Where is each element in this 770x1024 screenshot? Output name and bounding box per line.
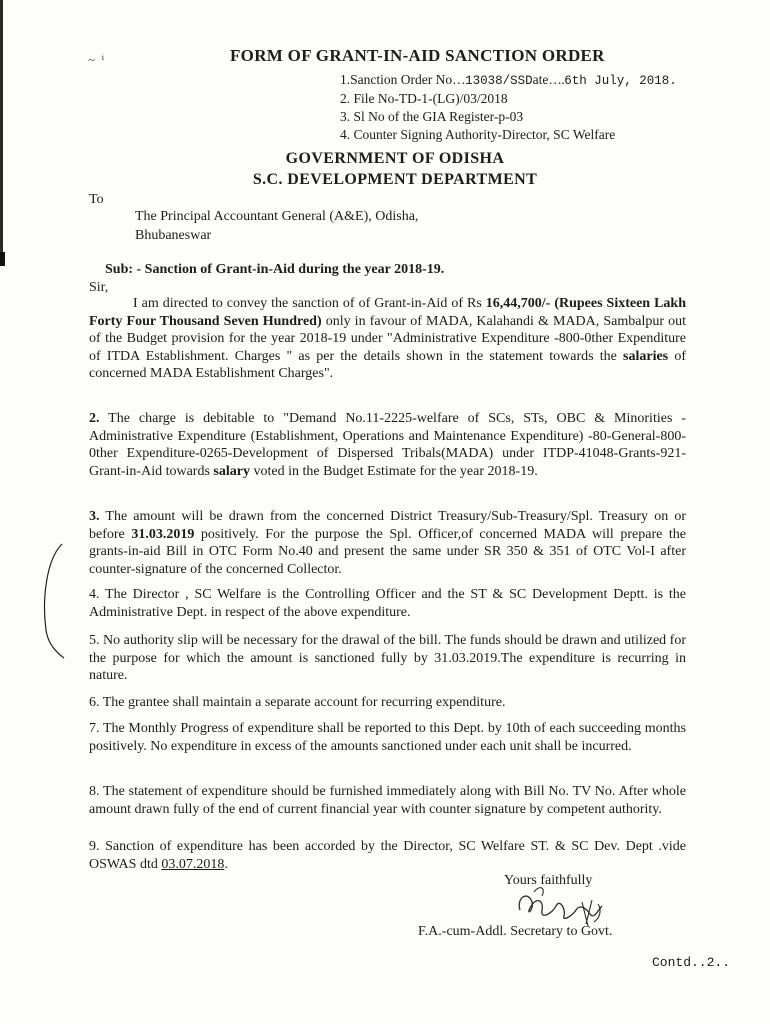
paragraph-1: I am directed to convey the sanction of of Grant-in-Aid of Rs 16,44,700/- (Rupees Sixteen Lakh Forty Four Thousand Seven Hundred) only in favour of MADA, Kalahandi & MADA, Sambalpur out of the Budget provision for the year 2018-19 under "Administrative Expenditure -800-0ther Expenditure of ITDA Establishment. Charges " as per the details shown in the statement towards the salaries of concerned MADA Establishment Charges".	[89, 296, 686, 382]
sanction-order-label: 1.Sanction Order No	[340, 72, 453, 87]
file-number: 2. File No-TD-1-(LG)/03/2018	[340, 91, 508, 106]
form-title: FORM OF GRANT-IN-AID SANCTION ORDER	[230, 46, 605, 65]
sanction-date: 6th July, 2018.	[564, 74, 677, 88]
paragraph-2: 2. The charge is debitable to "Demand No.11-2225-welfare of SCs, STs, OBC & Minorities -Administrative Expenditure (Establishment, Operations and Maintenance Expenditure) -80-General-800-0ther Expenditure-0265-Development of Dispersed Tribals(MADA) under ITDP-41048-Grants-921- Grant-in-Aid towards salary voted in the Budget Estimate for the year 2018-19.	[89, 411, 686, 479]
subject-line: Sub: - Sanction of Grant-in-Aid during the year 2018-19.	[105, 262, 445, 277]
addressee-line-2: Bhubaneswar	[135, 228, 212, 243]
paragraph-7: 7. The Monthly Progress of expenditure shall be reported to this Dept. by 10th of each succeeding months positively. No expenditure in excess of the amounts sanctioned under each unit shall be incurred.	[89, 721, 686, 754]
reference-block	[340, 71, 677, 144]
margin-pen-mark	[36, 540, 66, 660]
scan-left-edge	[0, 0, 3, 260]
corner-scribble: ~ ⁱ	[88, 52, 105, 67]
counter-signing-authority: 4. Counter Signing Authority-Director, SC Welfare	[340, 127, 616, 142]
addressee-line-1: The Principal Accountant General (A&E), Odisha,	[135, 209, 419, 224]
paragraph-4: 4. The Director , SC Welfare is the Controlling Officer and the ST & SC Development Deptt. is the Administrative Dept. in respect of the above expenditure.	[89, 587, 686, 620]
oswas-date: 03.07.2018	[161, 856, 225, 872]
department-heading: S.C. DEVELOPMENT DEPARTMENT	[252, 171, 538, 188]
date-label: ate	[532, 72, 549, 87]
to-label: To	[89, 192, 104, 207]
paragraph-8: 8. The statement of expenditure should be furnished immediately along with Bill No. TV No. After whole amount drawn fully of the end of current financial year with counter signature by competent authority.	[89, 784, 686, 817]
paragraph-5: 5. No authority slip will be necessary for the drawal of the bill. The funds should be drawn and utilized for the purpose for which the amount is sanctioned fully by 31.03.2019.The expenditure is recurring in nature.	[89, 633, 686, 684]
closing-yours-faithfully: Yours faithfully	[504, 873, 593, 888]
signatory-designation: F.A.-cum-Addl. Secretary to Govt.	[418, 924, 613, 939]
government-heading: GOVERNMENT OF ODISHA	[285, 150, 505, 167]
continued-marker: Contd..2..	[652, 955, 731, 970]
addressee	[135, 207, 418, 245]
deadline-date: 31.03.2019	[131, 526, 195, 542]
register-number: 3. Sl No of the GIA Register-p-03	[340, 109, 524, 124]
scan-edge-mark	[0, 252, 5, 266]
paragraph-3: 3. The amount will be drawn from the concerned District Treasury/Sub-Treasury/Spl. Treasury on or before 31.03.2019 positively. For the purpose the Spl. Officer,of concerned MADA will prepare the grants-in-aid Bill in OTC Form No.40 and present the same under SR 350 & 351 of OTC Vol-I after counter-signature of the concerned Collector.	[89, 509, 686, 577]
salutation: Sir,	[89, 280, 109, 295]
paragraph-9: 9. Sanction of expenditure has been accorded by the Director, SC Welfare ST. & SC Dev. Dept .vide OSWAS dtd 03.07.2018.	[89, 839, 686, 872]
sanction-order-number: 13038/SSD	[465, 74, 533, 88]
sanction-amount: 16,44,700/- (Rupees Sixteen Lakh Forty Four Thousand Seven Hundred)	[89, 296, 686, 329]
paragraph-6: 6. The grantee shall maintain a separate account for recurring expenditure.	[89, 695, 506, 710]
sanction-order-line: 1.Sanction Order No…13038/SSDate….6th July, 2018.	[340, 72, 677, 88]
